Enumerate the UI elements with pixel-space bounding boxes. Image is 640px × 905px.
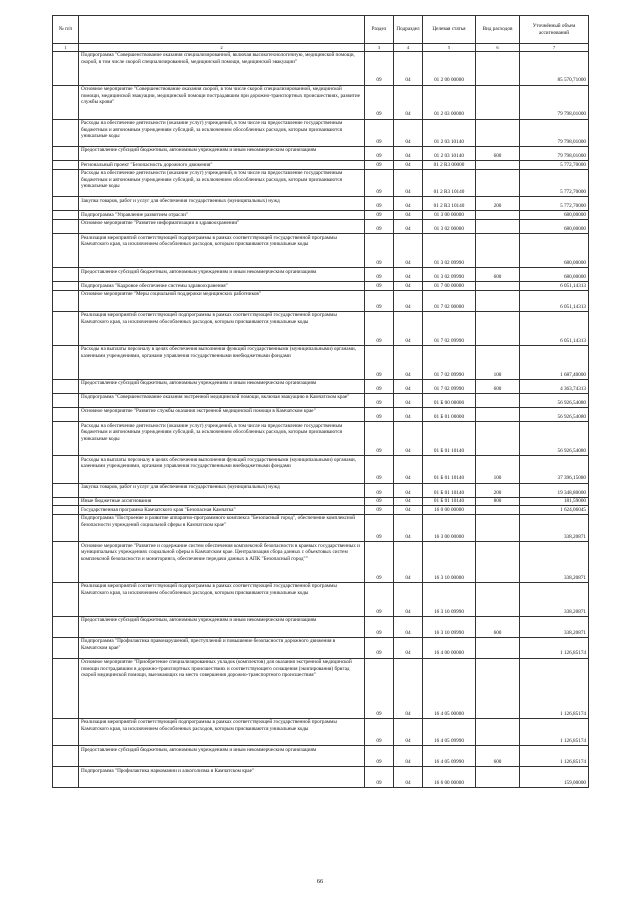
header-subsection: Подраздел: [394, 16, 423, 44]
subsection-cell: 04: [394, 219, 423, 233]
row-number-cell: [53, 393, 79, 407]
subsection-cell: 04: [394, 51, 423, 85]
row-name-cell: Расходы на обеспечение деятельности (оказание услуг) учреждений, в том числе на предоставление государственным бюджетным и автономным учреждениям субсидий, за исключением обособленных расходов, которым присваиваются уникальные коды: [79, 169, 365, 196]
target-article-cell: 01 Б 01 10140: [423, 422, 476, 456]
row-name-cell: Предоставление субсидий бюджетным, автономным учреждениям и иным некоммерческим организациям: [79, 616, 365, 637]
subsection-cell: 04: [394, 407, 423, 421]
expense-type-cell: [476, 211, 520, 220]
section-cell: 09: [365, 514, 394, 541]
subsection-cell: 04: [394, 290, 423, 311]
target-article-cell: 01 3 00 00000: [423, 211, 476, 220]
section-cell: 09: [365, 119, 394, 146]
allocation-cell: 4 363,74313: [520, 379, 589, 393]
allocation-cell: 79 798,01000: [520, 85, 589, 119]
table-row: [53, 345, 589, 379]
subsection-cell: 04: [394, 197, 423, 211]
expense-type-cell: 600: [476, 616, 520, 637]
target-article-cell: 01 2 R3 00000: [423, 161, 476, 170]
table-row: [53, 514, 589, 541]
expense-type-cell: [476, 422, 520, 456]
target-article-cell: 16 3 00 00000: [423, 514, 476, 541]
target-article-cell: 01 2 03 10140: [423, 119, 476, 146]
allocation-cell: 338,20871: [520, 616, 589, 637]
table-body: [53, 51, 589, 787]
target-article-cell: 16 4 05 00000: [423, 658, 476, 718]
section-cell: 09: [365, 746, 394, 767]
subsection-cell: 04: [394, 616, 423, 637]
row-number-cell: [53, 497, 79, 506]
row-name-cell: Основное мероприятие "Развитие службы оказания экстренной медицинской помощи в Камчатском крае": [79, 407, 365, 421]
allocation-cell: 680,00000: [520, 234, 589, 268]
subsection-cell: 04: [394, 718, 423, 745]
expense-type-cell: [476, 290, 520, 311]
row-name-cell: Подпрограмма "Профилактика наркомании и алкоголизма в Камчатском крае": [79, 767, 365, 788]
expense-type-cell: [476, 234, 520, 268]
row-number-cell: [53, 311, 79, 345]
allocation-cell: 79 798,01000: [520, 146, 589, 160]
header-section: Раздел: [365, 16, 394, 44]
table-row: [53, 393, 589, 407]
row-name-cell: Закупка товаров, работ и услуг для обеспечения государственных (муниципальных) нужд: [79, 483, 365, 497]
row-name-cell: Основное мероприятие "Приобретение специализированных укладок (комплектов) для оказания экстренной медицинской помощи пострадавшим в дорожно-транспортных происшествиях и соответствующего оснащения (экипирования) бригад скорой медицинской помощи, выезжающих на место совершения дорожно-транспортного происшествия": [79, 658, 365, 718]
allocation-cell: 6 051,14313: [520, 311, 589, 345]
expense-type-cell: [476, 282, 520, 291]
target-article-cell: 01 7 02 09990: [423, 379, 476, 393]
expense-type-cell: 200: [476, 483, 520, 497]
row-name-cell: Региональный проект "Безопасность дорожного движения": [79, 161, 365, 170]
row-number-cell: [53, 616, 79, 637]
section-cell: 09: [365, 169, 394, 196]
subsection-cell: 04: [394, 311, 423, 345]
row-name-cell: Предоставление субсидий бюджетным, автономным учреждениям и иным некоммерческим организациям: [79, 146, 365, 160]
table-row: [53, 456, 589, 483]
section-cell: 09: [365, 51, 394, 85]
row-name-cell: Предоставление субсидий бюджетным, автономным учреждениям и иным некоммерческим организациям: [79, 379, 365, 393]
header-expense-type: Вид расходов: [476, 16, 520, 44]
subsection-cell: 04: [394, 514, 423, 541]
expense-type-cell: [476, 161, 520, 170]
table-row: [53, 637, 589, 658]
table-row: [53, 542, 589, 583]
table-row: [53, 582, 589, 616]
expense-type-cell: [476, 51, 520, 85]
table-row: [53, 85, 589, 119]
section-cell: 09: [365, 234, 394, 268]
expense-type-cell: 100: [476, 345, 520, 379]
row-number-cell: [53, 746, 79, 767]
row-number-cell: [53, 119, 79, 146]
subsection-cell: 04: [394, 746, 423, 767]
table-row: [53, 169, 589, 196]
section-cell: 09: [365, 497, 394, 506]
row-name-cell: Основное мероприятие "Развитие информатизации в здравоохранении": [79, 219, 365, 233]
expense-type-cell: 100: [476, 456, 520, 483]
section-cell: 09: [365, 542, 394, 583]
target-article-cell: 01 7 02 00000: [423, 290, 476, 311]
row-number-cell: [53, 514, 79, 541]
expense-type-cell: [476, 169, 520, 196]
row-number-cell: [53, 268, 79, 282]
row-number-cell: [53, 146, 79, 160]
row-name-cell: Подпрограмма "Профилактика правонарушений, преступлений и повышение безопасности дорожного движения в Камчатском крае": [79, 637, 365, 658]
subsection-cell: 04: [394, 637, 423, 658]
row-number-cell: [53, 219, 79, 233]
row-number-cell: [53, 658, 79, 718]
expense-type-cell: [476, 767, 520, 788]
subsection-cell: 04: [394, 497, 423, 506]
allocation-cell: 1 126,85174: [520, 718, 589, 745]
allocation-cell: 1 126,85174: [520, 746, 589, 767]
target-article-cell: 01 Б 01 00000: [423, 407, 476, 421]
table-row: [53, 197, 589, 211]
allocation-cell: 5 772,70000: [520, 169, 589, 196]
section-cell: 09: [365, 85, 394, 119]
table-row: [53, 234, 589, 268]
expense-type-cell: [476, 85, 520, 119]
target-article-cell: 01 2 03 00000: [423, 85, 476, 119]
page-number: 66: [316, 878, 324, 885]
row-name-cell: Расходы на обеспечение деятельности (оказание услуг) учреждений, в том числе на предоставление государственным бюджетным и автономным учреждениям субсидий, за исключением обособленных расходов, которым присваиваются уникальные коды: [79, 422, 365, 456]
allocation-cell: 79 798,01000: [520, 119, 589, 146]
table-header-row: [53, 16, 589, 44]
row-name-cell: Предоставление субсидий бюджетным, автономным учреждениям и иным некоммерческим организациям: [79, 746, 365, 767]
row-name-cell: Подпрограмма "Построение и развитие аппаратно-программного комплекса "Безопасный город", обеспечение комплексной безопасности учреждений социальной сферы в Камчатском крае": [79, 514, 365, 541]
target-article-cell: 01 2 00 00000: [423, 51, 476, 85]
row-name-cell: Основное мероприятие "Меры социальной поддержки медицинских работников": [79, 290, 365, 311]
row-number-cell: [53, 282, 79, 291]
table-row: [53, 422, 589, 456]
section-cell: 09: [365, 637, 394, 658]
subsection-cell: 04: [394, 169, 423, 196]
target-article-cell: 16 6 00 00000: [423, 767, 476, 788]
section-cell: 09: [365, 393, 394, 407]
header-name: [79, 16, 365, 44]
allocation-cell: 56 926,54080: [520, 422, 589, 456]
subsection-cell: 04: [394, 456, 423, 483]
header-target-article: Целевая статья: [423, 16, 476, 44]
section-cell: 09: [365, 506, 394, 515]
row-name-cell: Подпрограмма "Совершенствование оказания экстренной медицинской помощи, включая эвакуацию в Камчатском крае": [79, 393, 365, 407]
subsection-cell: 04: [394, 234, 423, 268]
section-cell: 09: [365, 268, 394, 282]
expense-type-cell: 600: [476, 379, 520, 393]
table-row: [53, 119, 589, 146]
subsection-cell: 04: [394, 161, 423, 170]
subsection-cell: 04: [394, 542, 423, 583]
budget-sheet: [52, 15, 588, 788]
table-row: [53, 146, 589, 160]
allocation-cell: 5 772,70000: [520, 161, 589, 170]
row-name-cell: Основное мероприятие "Развитие и содержание систем обеспечения комплексной безопасности в краевых государственных и муниципальных учреждениях социальной сферы в Камчатском крае. Централизация сбора данных с объектовых систем комплексной безопасности и мониторинга, обеспечение передачи данных в АПК "Безопасный город"": [79, 542, 365, 583]
allocation-cell: 5 772,70000: [520, 197, 589, 211]
target-article-cell: 16 0 00 00000: [423, 506, 476, 515]
row-name-cell: Реализация мероприятий соответствующей подпрограммы в рамках соответствующей государственной программы Камчатского края, за исключением обособленных расходов, которым присваиваются уникальные коды: [79, 718, 365, 745]
target-article-cell: 16 4 05 09990: [423, 718, 476, 745]
row-number-cell: [53, 197, 79, 211]
row-name-cell: Расходы на выплаты персоналу в целях обеспечения выполнения функций государственными (муниципальными) органами, казенными учреждениями, органами управления государственными внебюджетными фондами: [79, 345, 365, 379]
target-article-cell: 16 3 10 09990: [423, 616, 476, 637]
table-row: [53, 268, 589, 282]
row-name-cell: Иные бюджетные ассигнования: [79, 497, 365, 506]
row-number-cell: [53, 637, 79, 658]
expense-type-cell: 200: [476, 197, 520, 211]
expense-type-cell: [476, 119, 520, 146]
expense-type-cell: [476, 311, 520, 345]
section-cell: 09: [365, 658, 394, 718]
section-cell: 09: [365, 146, 394, 160]
section-cell: 09: [365, 616, 394, 637]
expense-type-cell: 800: [476, 497, 520, 506]
row-number-cell: [53, 542, 79, 583]
allocation-cell: 680,00000: [520, 219, 589, 233]
row-name-cell: Реализация мероприятий соответствующей подпрограммы в рамках соответствующей государственной программы Камчатского края, за исключением обособленных расходов, которым присваиваются уникальные коды: [79, 234, 365, 268]
allocation-cell: 338,20871: [520, 514, 589, 541]
section-cell: 09: [365, 422, 394, 456]
target-article-cell: 16 3 10 00000: [423, 542, 476, 583]
column-number: 3: [365, 44, 394, 52]
row-number-cell: [53, 85, 79, 119]
allocation-cell: 338,20871: [520, 542, 589, 583]
section-cell: 09: [365, 379, 394, 393]
row-number-cell: [53, 506, 79, 515]
expense-type-cell: [476, 407, 520, 421]
table-row: [53, 311, 589, 345]
column-number: 6: [476, 44, 520, 52]
allocation-cell: 680,00000: [520, 268, 589, 282]
subsection-cell: 04: [394, 345, 423, 379]
row-number-cell: [53, 456, 79, 483]
row-number-cell: [53, 407, 79, 421]
subsection-cell: 04: [394, 85, 423, 119]
allocation-cell: 1 126,85174: [520, 658, 589, 718]
expense-type-cell: [476, 219, 520, 233]
target-article-cell: 01 Б 00 00000: [423, 393, 476, 407]
section-cell: 09: [365, 219, 394, 233]
row-name-cell: Государственная программа Камчатского края "Безопасная Камчатка": [79, 506, 365, 515]
allocation-cell: 1 126,85174: [520, 637, 589, 658]
subsection-cell: 04: [394, 422, 423, 456]
allocation-cell: 338,20871: [520, 582, 589, 616]
allocation-cell: 6 051,14313: [520, 290, 589, 311]
section-cell: 09: [365, 161, 394, 170]
section-cell: 09: [365, 282, 394, 291]
column-number: 5: [423, 44, 476, 52]
section-cell: 09: [365, 767, 394, 788]
column-number-row: [53, 44, 589, 52]
row-number-cell: [53, 169, 79, 196]
section-cell: 09: [365, 456, 394, 483]
row-number-cell: [53, 483, 79, 497]
subsection-cell: 04: [394, 282, 423, 291]
row-name-cell: Подпрограмма "Совершенствование оказания специализированной, включая высокотехнологичную, медицинской помощи, скорой, в том числе скорой специализированной, медицинской помощи, медицинской эвакуации": [79, 51, 365, 85]
table-row: [53, 718, 589, 745]
subsection-cell: 04: [394, 379, 423, 393]
table-row: [53, 746, 589, 767]
target-article-cell: 01 3 02 09990: [423, 234, 476, 268]
subsection-cell: 04: [394, 393, 423, 407]
table-row: [53, 616, 589, 637]
table-row: [53, 483, 589, 497]
allocation-cell: 56 926,54080: [520, 393, 589, 407]
expense-type-cell: [476, 658, 520, 718]
subsection-cell: 04: [394, 146, 423, 160]
expense-type-cell: [476, 514, 520, 541]
row-name-cell: Подпрограмма "Кадровое обеспечение системы здравоохранения": [79, 282, 365, 291]
table-row: [53, 407, 589, 421]
column-number: 2: [79, 44, 365, 52]
table-row: [53, 161, 589, 170]
expense-type-cell: [476, 393, 520, 407]
table-row: [53, 767, 589, 788]
section-cell: 09: [365, 718, 394, 745]
table-row: [53, 290, 589, 311]
subsection-cell: 04: [394, 658, 423, 718]
target-article-cell: 16 3 10 09990: [423, 582, 476, 616]
section-cell: 09: [365, 290, 394, 311]
expense-type-cell: [476, 582, 520, 616]
section-cell: 09: [365, 407, 394, 421]
allocation-cell: 159,00000: [520, 767, 589, 788]
target-article-cell: 01 2 03 10140: [423, 146, 476, 160]
row-name-cell: Основное мероприятие "Совершенствование оказания скорой, в том числе скорой специализированной, медицинской помощи, медицинской эвакуации, медицинской помощи пострадавшим при дорожно-транспортных происшествиях, развитие службы крови": [79, 85, 365, 119]
target-article-cell: 01 Б 01 10140: [423, 483, 476, 497]
subsection-cell: 04: [394, 119, 423, 146]
row-name-cell: Расходы на обеспечение деятельности (оказание услуг) учреждений, в том числе на предоставление государственным бюджетным и автономным учреждениям субсидий, за исключением обособленных расходов, которым присваиваются уникальные коды: [79, 119, 365, 146]
allocation-cell: 680,00000: [520, 211, 589, 220]
subsection-cell: 04: [394, 268, 423, 282]
row-number-cell: [53, 161, 79, 170]
target-article-cell: 01 2 R3 10140: [423, 197, 476, 211]
row-number-cell: [53, 51, 79, 85]
section-cell: 09: [365, 311, 394, 345]
row-number-cell: [53, 767, 79, 788]
row-number-cell: [53, 290, 79, 311]
expense-type-cell: [476, 542, 520, 583]
section-cell: 09: [365, 197, 394, 211]
header-number: № п/п: [53, 16, 79, 44]
subsection-cell: 04: [394, 483, 423, 497]
expense-type-cell: [476, 506, 520, 515]
expense-type-cell: [476, 718, 520, 745]
row-name-cell: Подпрограмма "Управление развитием отрасли": [79, 211, 365, 220]
column-number: 1: [53, 44, 79, 52]
table-row: [53, 497, 589, 506]
table-row: [53, 51, 589, 85]
table-row: [53, 282, 589, 291]
row-number-cell: [53, 234, 79, 268]
row-number-cell: [53, 345, 79, 379]
allocation-cell: 37 396,15080: [520, 456, 589, 483]
allocation-cell: 56 926,54080: [520, 407, 589, 421]
row-name-cell: Реализация мероприятий соответствующей подпрограммы в рамках соответствующей государственной программы Камчатского края, за исключением обособленных расходов, которым присваиваются уникальные коды: [79, 582, 365, 616]
target-article-cell: 01 7 02 09990: [423, 311, 476, 345]
table-row: [53, 506, 589, 515]
target-article-cell: 01 Б 01 10140: [423, 497, 476, 506]
expense-type-cell: 600: [476, 146, 520, 160]
row-number-cell: [53, 422, 79, 456]
table-row: [53, 379, 589, 393]
target-article-cell: 01 2 R3 10140: [423, 169, 476, 196]
section-cell: 09: [365, 582, 394, 616]
column-number: 7: [520, 44, 589, 52]
target-article-cell: 16 4 05 09990: [423, 746, 476, 767]
row-number-cell: [53, 582, 79, 616]
table-row: [53, 219, 589, 233]
row-number-cell: [53, 211, 79, 220]
row-name-cell: Расходы на выплаты персоналу в целях обеспечения выполнения функций государственными (муниципальными) органами, казенными учреждениями, органами управления государственными внебюджетными фондами: [79, 456, 365, 483]
subsection-cell: 04: [394, 582, 423, 616]
row-number-cell: [53, 718, 79, 745]
subsection-cell: 04: [394, 767, 423, 788]
section-cell: 09: [365, 211, 394, 220]
allocation-cell: 6 051,14313: [520, 282, 589, 291]
target-article-cell: 16 4 00 00000: [423, 637, 476, 658]
column-number: 4: [394, 44, 423, 52]
row-name-cell: Реализация мероприятий соответствующей подпрограммы в рамках соответствующей государственной программы Камчатского края, за исключением обособленных расходов, которым присваиваются уникальные коды: [79, 311, 365, 345]
table-row: [53, 211, 589, 220]
target-article-cell: 01 7 00 00000: [423, 282, 476, 291]
section-cell: 09: [365, 483, 394, 497]
header-allocation: Уточнённый объем ассигнований: [520, 16, 589, 44]
allocation-cell: 19 348,80000: [520, 483, 589, 497]
subsection-cell: 04: [394, 211, 423, 220]
target-article-cell: 01 3 02 00000: [423, 219, 476, 233]
allocation-cell: 1 687,40000: [520, 345, 589, 379]
row-name-cell: Закупка товаров, работ и услуг для обеспечения государственных (муниципальных) нужд: [79, 197, 365, 211]
expense-type-cell: [476, 637, 520, 658]
subsection-cell: 04: [394, 506, 423, 515]
table-row: [53, 658, 589, 718]
target-article-cell: 01 7 02 09990: [423, 345, 476, 379]
expense-type-cell: 600: [476, 268, 520, 282]
allocation-cell: 85 570,71000: [520, 51, 589, 85]
target-article-cell: 01 3 02 09990: [423, 268, 476, 282]
row-number-cell: [53, 379, 79, 393]
budget-allocation-table: [52, 15, 589, 788]
row-name-cell: Предоставление субсидий бюджетным, автономным учреждениям и иным некоммерческим организациям: [79, 268, 365, 282]
allocation-cell: 1 624,06045: [520, 506, 589, 515]
target-article-cell: 01 Б 01 10140: [423, 456, 476, 483]
expense-type-cell: 600: [476, 746, 520, 767]
section-cell: 09: [365, 345, 394, 379]
allocation-cell: 181,59000: [520, 497, 589, 506]
